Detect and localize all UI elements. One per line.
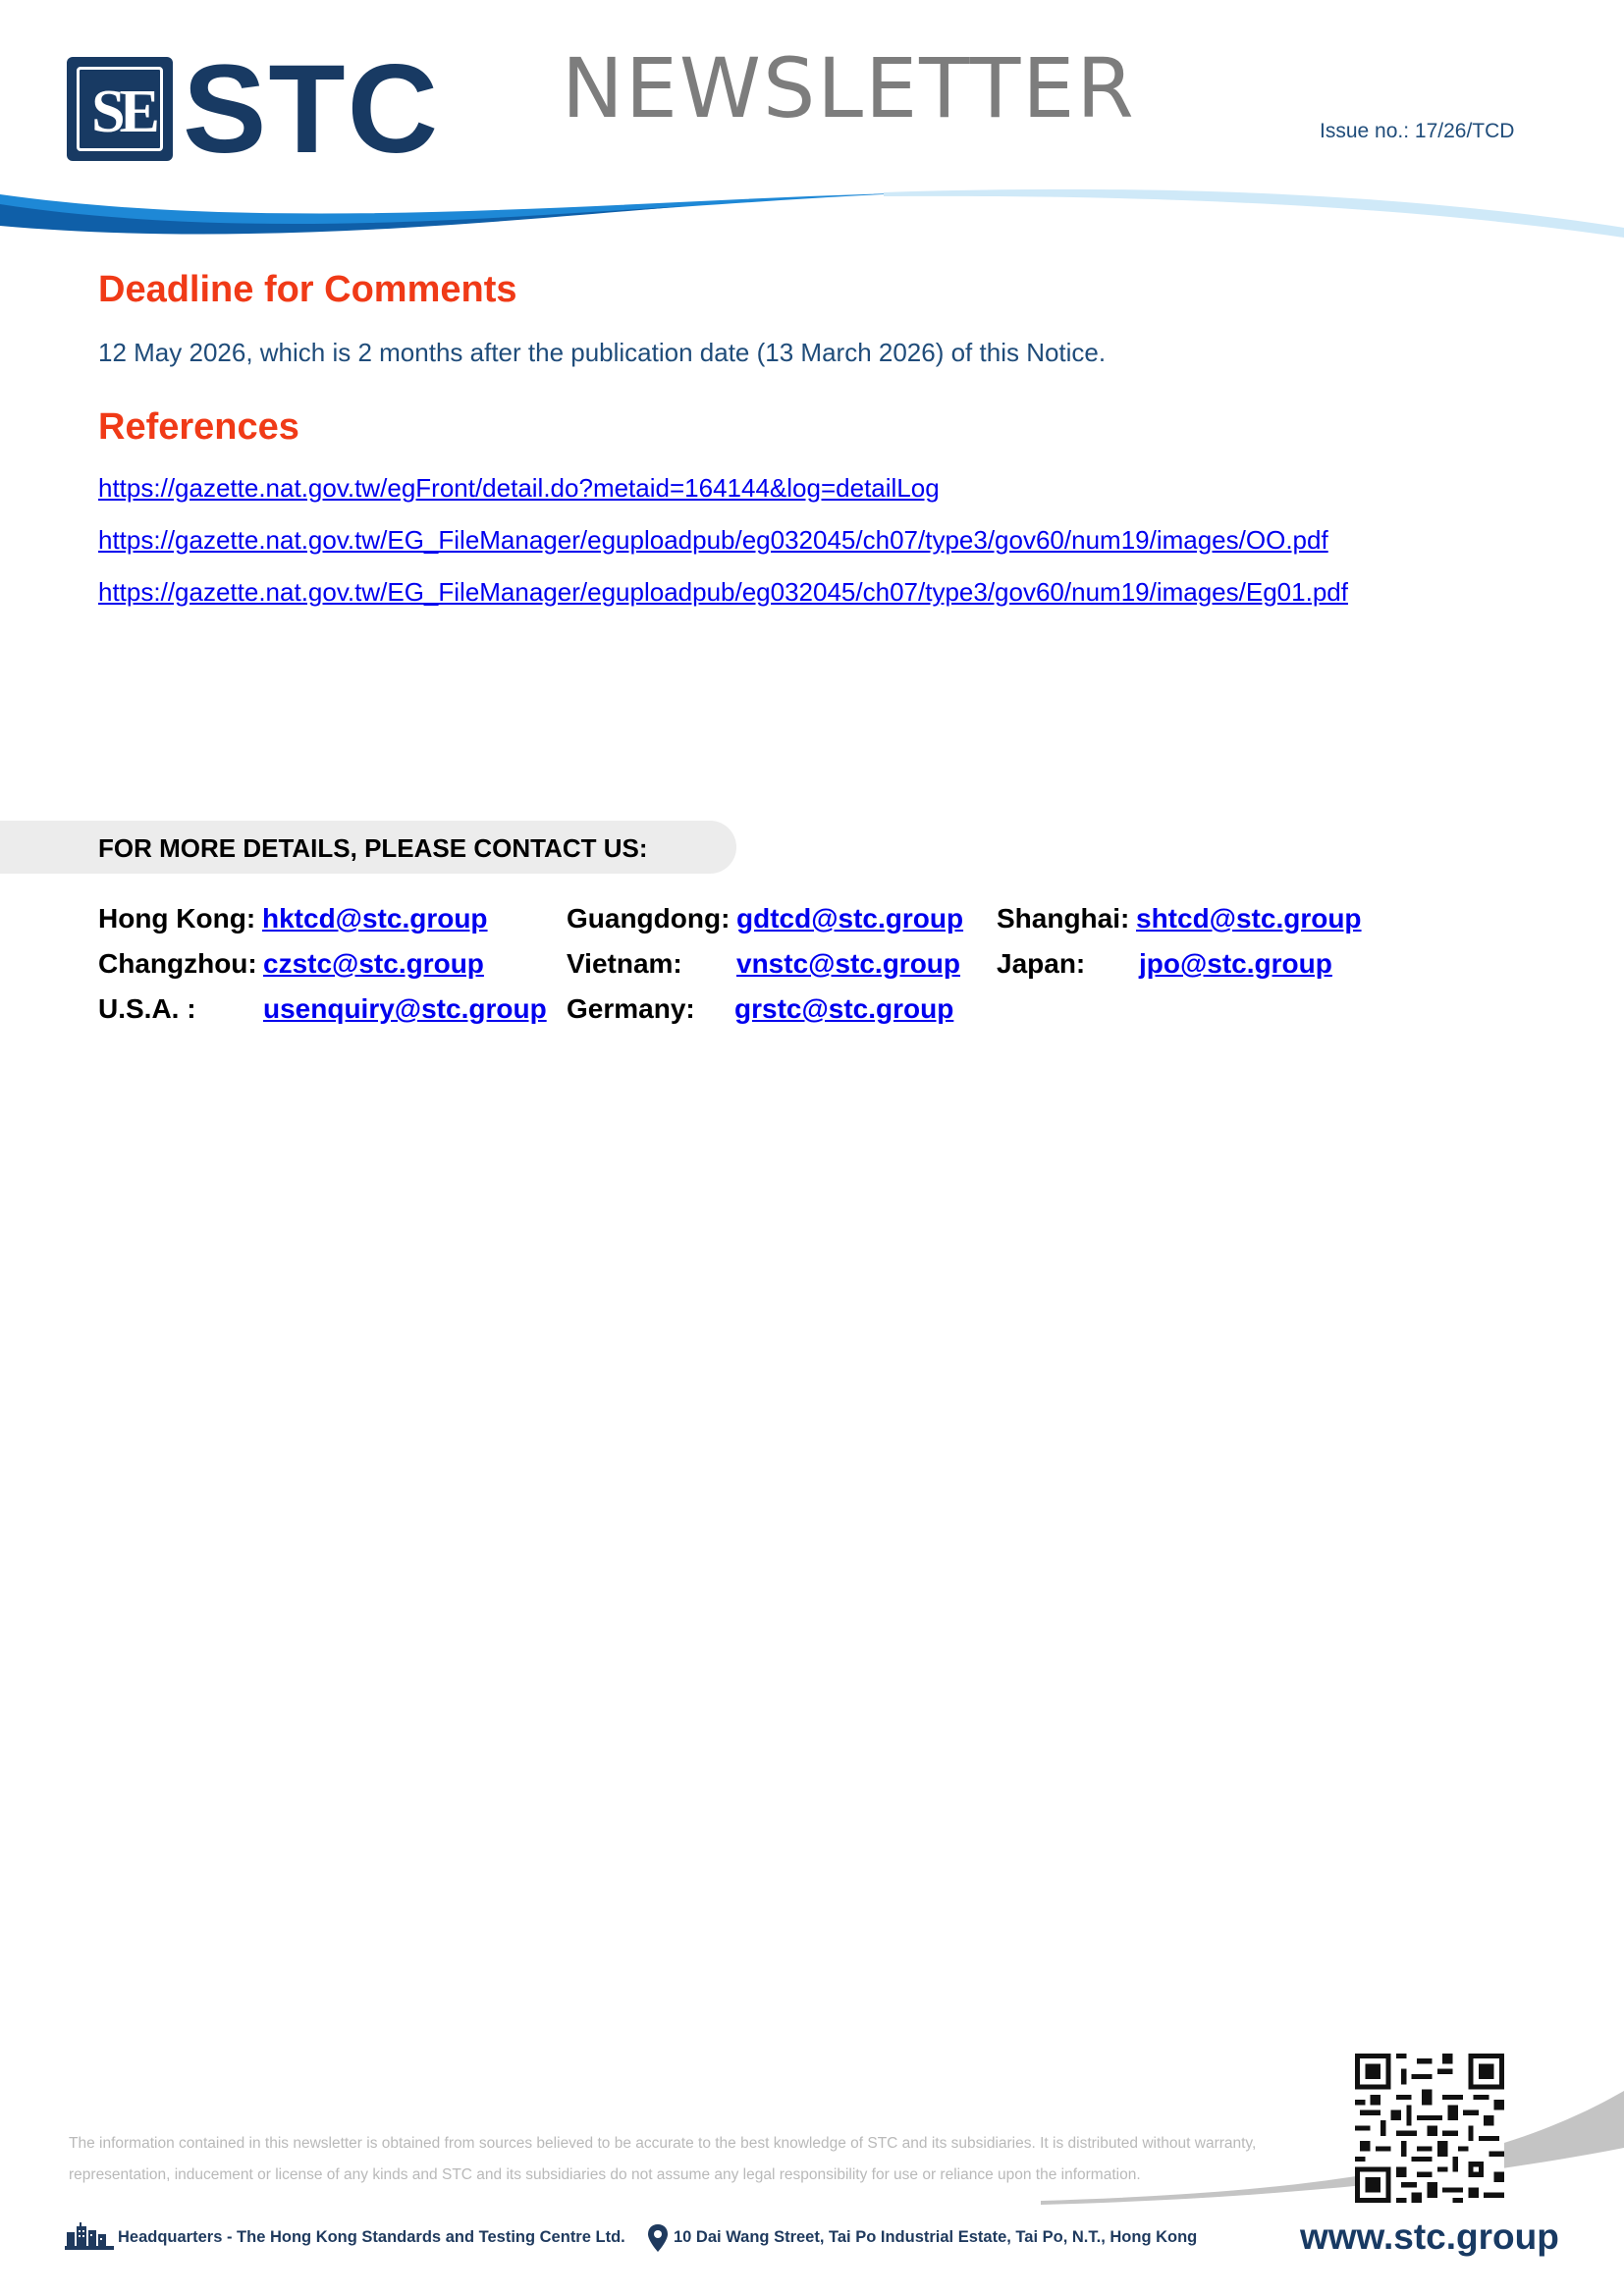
contact-label-hong-kong: Hong Kong:	[98, 903, 256, 934]
stc-logo-mark-icon: SE	[67, 57, 173, 161]
contact-email-germany[interactable]: grstc@stc.group	[734, 993, 954, 1024]
contact-label-changzhou: Changzhou:	[98, 948, 257, 979]
newsletter-title: NEWSLETTER	[562, 40, 1136, 136]
headquarters-text: Headquarters - The Hong Kong Standards and Testing Centre Ltd.	[118, 2228, 625, 2246]
references-heading: References	[98, 406, 299, 448]
deadline-heading: Deadline for Comments	[98, 269, 517, 310]
contact-label-vietnam: Vietnam:	[567, 948, 682, 979]
header-swoosh-decoration	[0, 177, 1624, 255]
deadline-text: 12 May 2026, which is 2 months after the publication date (13 March 2026) of this Notice.	[98, 338, 1107, 367]
reference-link[interactable]: https://gazette.nat.gov.tw/egFront/detail.do?metaid=164144&log=detailLog	[98, 473, 940, 503]
stc-logo	[67, 39, 460, 180]
contact-email-shanghai[interactable]: shtcd@stc.group	[1136, 903, 1362, 934]
contact-email-changzhou[interactable]: czstc@stc.group	[263, 948, 484, 979]
contact-label-shanghai: Shanghai:	[997, 903, 1130, 934]
contact-heading: FOR MORE DETAILS, PLEASE CONTACT US:	[98, 833, 648, 863]
contact-email-guangdong[interactable]: gdtcd@stc.group	[736, 903, 964, 934]
contact-email-hong-kong[interactable]: hktcd@stc.group	[262, 903, 488, 934]
reference-link[interactable]: https://gazette.nat.gov.tw/EG_FileManager/eguploadpub/eg032045/ch07/type3/gov60/num19/images/Eg01.pdf	[98, 577, 1348, 607]
contact-label-usa: U.S.A. :	[98, 993, 196, 1024]
contact-label-japan: Japan:	[997, 948, 1086, 979]
contact-label-guangdong: Guangdong:	[567, 903, 731, 934]
contact-label-germany: Germany:	[567, 993, 695, 1024]
contact-email-japan[interactable]: jpo@stc.group	[1139, 948, 1332, 979]
location-pin-icon	[648, 2224, 668, 2252]
contact-email-usa[interactable]: usenquiry@stc.group	[263, 993, 547, 1024]
logo-wordmark: STC	[183, 39, 440, 180]
issue-number: Issue no.: 17/26/TCD	[1320, 120, 1515, 142]
qr-code-icon	[1355, 2054, 1504, 2203]
reference-link[interactable]: https://gazette.nat.gov.tw/EG_FileManager/eguploadpub/eg032045/ch07/type3/gov60/num19/images/OO.pdf	[98, 525, 1328, 555]
website-link[interactable]: www.stc.group	[1300, 2216, 1559, 2257]
building-icon	[65, 2222, 114, 2250]
disclaimer-text: The information contained in this newsletter is obtained from sources believed to be accurate to the best knowledge of STC and its subsidiaries. It is distributed without warranty, representation, inducement or license of any kinds and STC and its subsidiaries do not assume any legal responsibility for use or reliance upon the information.	[69, 2135, 1257, 2183]
address-text: 10 Dai Wang Street, Tai Po Industrial Estate, Tai Po, N.T., Hong Kong	[674, 2228, 1198, 2246]
contact-email-vietnam[interactable]: vnstc@stc.group	[736, 948, 961, 979]
